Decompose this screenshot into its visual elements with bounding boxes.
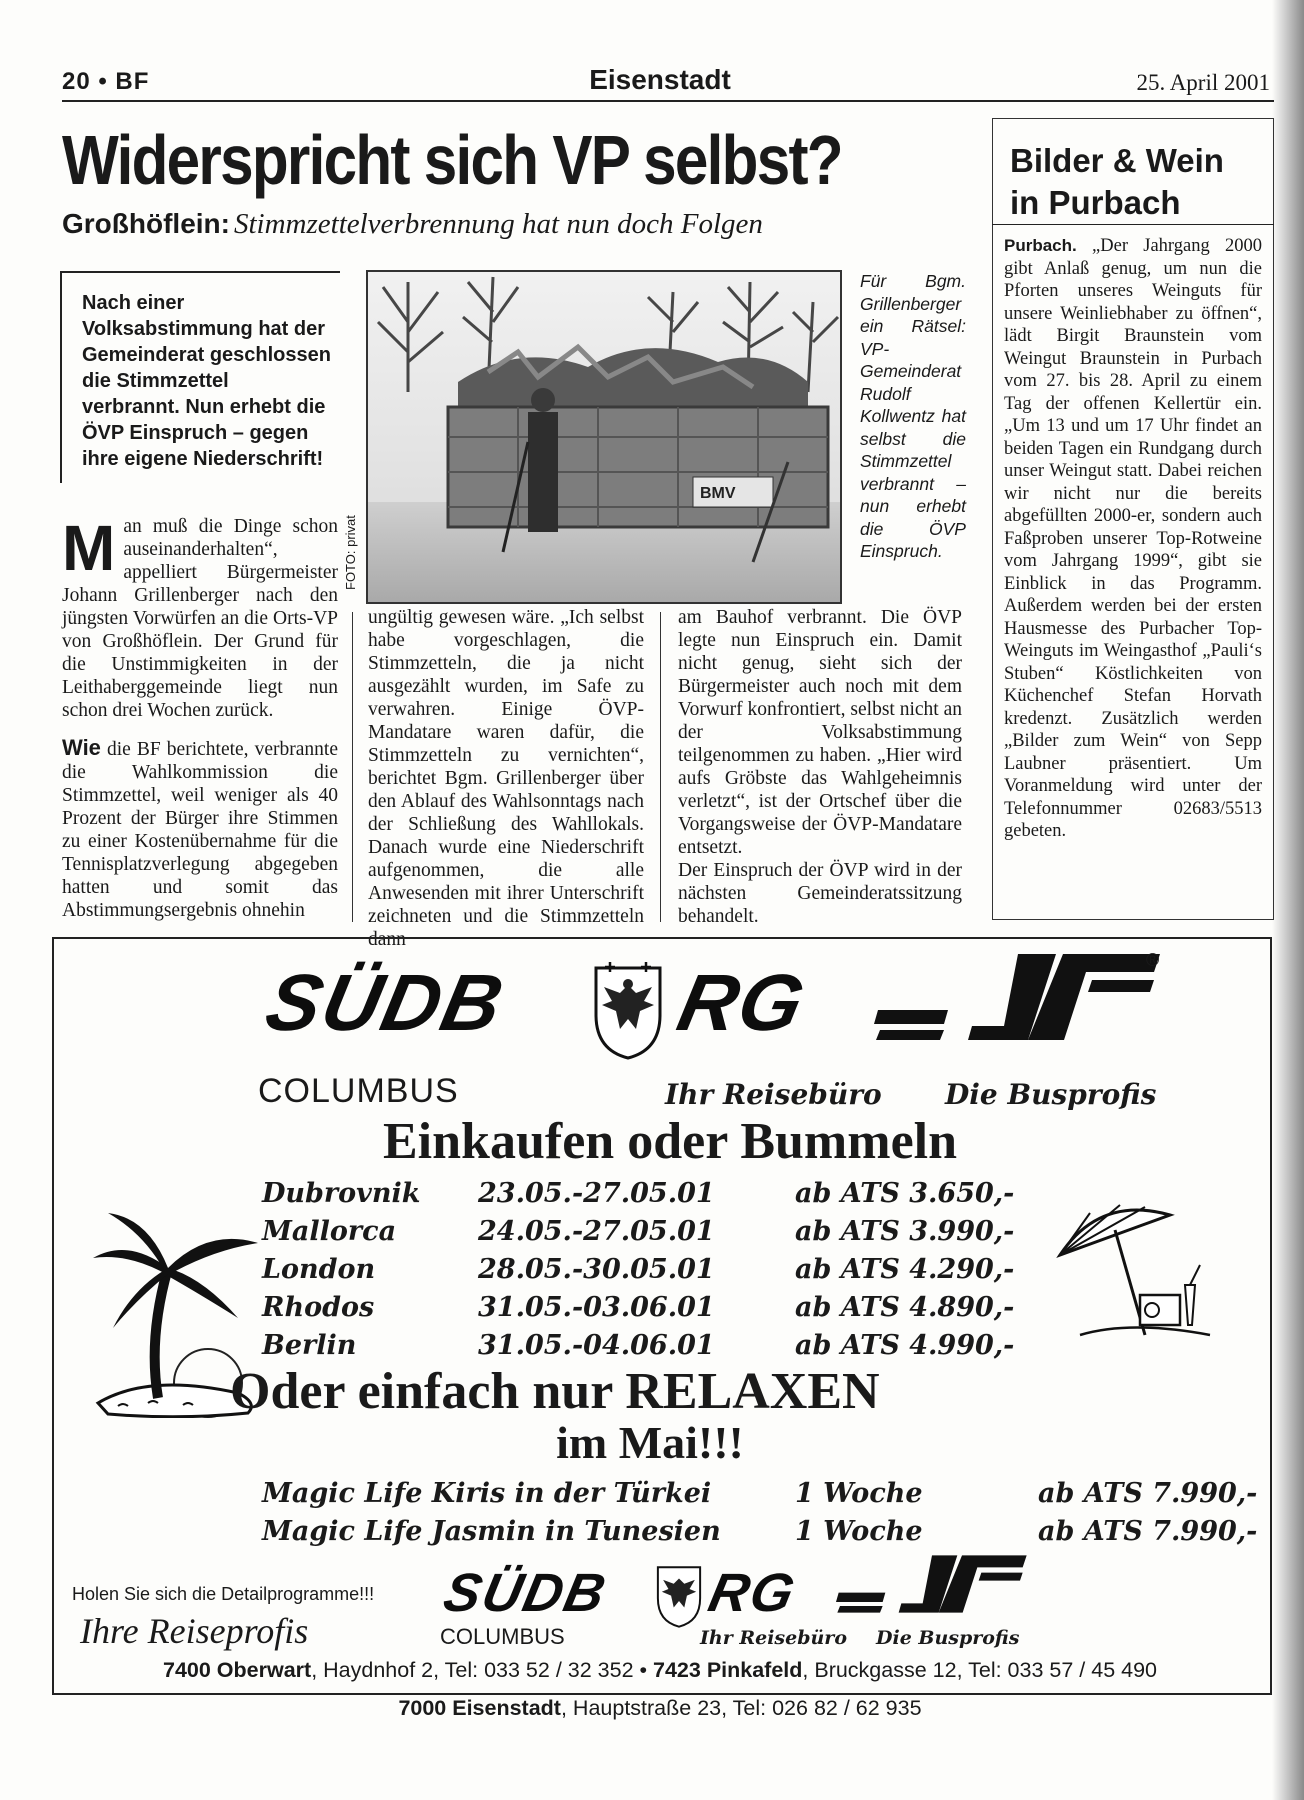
sidebar-text [1004,235,1262,843]
magic-name: Magic Life Kiris in der Türkei [262,1478,712,1509]
ad-details: Holen Sie sich die Detailprogramme!!! [72,1584,375,1604]
ad-brand-left: SÜDB [258,958,513,1047]
addr-eisenstadt: 7000 Eisenstadt [398,1696,561,1720]
ad-brand-right: RG [670,958,814,1047]
sidebar-lead: Purbach. [1004,236,1077,255]
beach-umbrella-icon [1050,1195,1220,1345]
addr-eisenstadt-rest: , Hauptstraße 23, Tel: 026 82 / 62 935 [560,1696,922,1720]
ad-relax-headline: Oder einfach nur RELAXEN [230,1363,880,1420]
trip-price: ab ATS 4.290,- [795,1254,1015,1285]
trip-price: ab ATS 4.990,- [795,1330,1015,1361]
col1-lead-word: Wie [62,735,101,760]
ad-slogan-reisebuero: Ihr Reisebüro [665,1078,882,1111]
ad-brand-right-small: RG [703,1563,802,1623]
addr-pinkafeld: 7423 Pinkafeld [653,1658,803,1682]
ad-registered: ® [1146,950,1160,970]
sidebar-body: „Der Jahrgang 2000 gibt Anlaß genug, um nun die Pforten unseres Weinguts für unsere Weinliebhaber zu öffnen“, lädt Birgit Braunstein vom Weingut Braunstein in Purbach vom 27. bis 28. April zu einem Tag der offenen Kellertür ein. „Um 13 und um 17 Uhr findet an beiden Tagen ein Rundgang durch unser Weingut statt. Dabei reichen wir nicht nur die bereits abgefüllten 2000-er, sondern auch Faßproben unserer Top-Rotweine vom Jahrgang 1999“, gibt sie Einblick in das Programm. Außerdem werden bei der ersten Hausmesse des Purbacher Top-Weinguts im Weingasthof „Pauli‘s Stuben“ Köstlichkeiten von Küchenchef Stefan Horvath kredenzt. Zusätzlich werden „Bilder zum Wein“ von Sepp Laubner präsentiert. Um Voranmeldung wird unter der Telefonnummer 02683/5513 gebeten. [1004,236,1262,841]
issue-date: 25. April 2001 [1136,70,1270,95]
photo-sign: BMV [700,485,736,502]
magic-price: ab ATS 7.990,- [1038,1478,1258,1509]
trip-price: ab ATS 4.890,- [795,1292,1015,1323]
kicker-place: Großhöflein: [62,208,230,239]
jr-logo-icon [868,950,1168,1050]
addr-oberwart: 7400 Oberwart [162,1658,312,1682]
article-col-1 [62,512,338,922]
ad-headline: Einkaufen oder Bummeln [382,1113,958,1170]
trip-city: Berlin [262,1330,357,1361]
col3-p2: Der Einspruch der ÖVP wird in der nächsten Gemeinderatssitzung behandelt. [678,860,962,927]
photo-caption: Für Bgm. Grillenberger ein Rätsel: VP-Gemeinderat Rudolf Kollwentz hat selbst die Stimmzettel verbrannt – nun erhebt die ÖVP Einspruch. [860,271,966,561]
photo-image [368,272,840,602]
trip-city: London [262,1254,376,1285]
teaser: Nach einer Volksabstimmung hat der Gemeinderat geschlossen die Stimmzettel verbrannt. Nun erhebt die ÖVP Einspruch – gegen ihre eigene Niederschrift! [82,292,331,470]
ad-slogan-reisebuero-small: Ihr Reisebüro [700,1627,847,1649]
header-rule [62,100,1274,102]
jr-logo-icon-small [832,1550,1032,1622]
magic-price: ab ATS 7.990,- [1038,1516,1258,1547]
trip-city: Mallorca [262,1216,397,1247]
eagle-crest-icon-small [652,1562,706,1628]
magic-duration: 1 Woche [795,1516,923,1547]
trip-dates: 31.05.-03.06.01 [478,1292,715,1323]
col1-p2: die BF berichtete, verbrannte die Wahlkommission die Stimmzettel, weil weniger als 40 Prozent der Bürger ihre Stimmen zu einer Kostenübernahme für die Tennisplatzverlegung abgegeben hatten und somit das Abstimmungsergebnis ohnehin [62,739,338,921]
sidebar-title: Bilder & Wein in Purbach [1010,142,1224,221]
ad-slogan-busprofis: Die Busprofis [945,1078,1157,1111]
ad-slogan-busprofis-small: Die Busprofis [876,1627,1020,1649]
article-col-3 [678,606,962,928]
trip-dates: 28.05.-30.05.01 [478,1254,715,1285]
page-edge [1272,0,1304,1800]
col-divider-2 [660,612,661,922]
trip-city: Rhodos [262,1292,375,1323]
trip-price: ab ATS 3.650,- [795,1178,1015,1209]
headline: Widerspricht sich VP selbst? [62,121,842,199]
trip-price: ab ATS 3.990,- [795,1216,1015,1247]
ad-address-line-1 [100,1658,1220,1683]
photo [366,270,842,604]
trip-dates: 31.05.-04.06.01 [478,1330,715,1361]
drop-cap: M [62,512,116,584]
eagle-crest-icon [588,960,668,1060]
sidebar-title-rule [992,224,1274,225]
col3-p1: am Bauhof verbrannt. Die ÖVP legte nun Einspruch ein. Damit nicht genug, sieht sich der Bürgermeister auch noch mit dem Vorwurf konfrontiert, selbst nicht an der Volksabstimmung teilgenommen zu haben. „Hier wird aufs Gröbste das Wahlgeheimnis verletzt“, ist der Ortschef über die Vorgangsweise der ÖVP-Mandatare entsetzt. [678,607,962,858]
kicker [62,208,982,241]
ad-columbus-small: COLUMBUS [440,1624,565,1649]
magic-name: Magic Life Jasmin in Tunesien [262,1516,721,1547]
col2-text: ungültig gewesen wäre. „Ich selbst habe vorgeschlagen, die Stimmzetteln, die ja nicht ausgezählt wurden, im Safe zu verwahren. Einige ÖVP-Mandatare waren dafür, die Stimmzetteln zu vernichten“, berichtet Bgm. Grillenberger über den Ablauf des Wahlsonntags nach der Schließung des Wahllokals. Danach wurde eine Niederschrift aufgenommen, die alle Anwesenden mit ihrer Unterschrift zeichneten und die Stimmzetteln dann [368,607,644,950]
kicker-text: Stimmzettelverbrennung hat nun doch Folgen [233,208,763,240]
ad-relax-subline: im Mai!!! [556,1417,744,1468]
page-number: 20 • BF [62,68,150,95]
trip-dates: 23.05.-27.05.01 [478,1178,715,1209]
ad-address-line-2 [100,1696,1220,1721]
col1-p1: an muß die Dinge schon auseinanderhalten“, appelliert Bürgermeister Johann Grillenberger nach den jüngsten Vorwürfen an die Orts-VP von Großhöflein. Der Grund für die Unstimmigkeiten in der Leithaberggemeinde liegt nun schon drei Wochen zurück. [62,516,338,721]
section-title: Eisenstadt [589,64,731,95]
addr-pinkafeld-rest: , Bruckgasse 12, Tel: 033 57 / 45 490 [802,1658,1157,1682]
addr-oberwart-rest: , Haydnhof 2, Tel: 033 52 / 32 352 • [311,1658,654,1682]
ad-brand-left-small: SÜDB [438,1563,613,1623]
col-divider-1 [352,612,353,922]
ad-reiseprofis: Ihre Reiseprofis [80,1611,309,1651]
ad-columbus: COLUMBUS [258,1072,459,1110]
trip-city: Dubrovnik [262,1178,421,1209]
photo-credit: FOTO: privat [343,515,358,590]
magic-duration: 1 Woche [795,1478,923,1509]
trip-dates: 24.05.-27.05.01 [478,1216,715,1247]
article-col-2 [368,606,644,951]
